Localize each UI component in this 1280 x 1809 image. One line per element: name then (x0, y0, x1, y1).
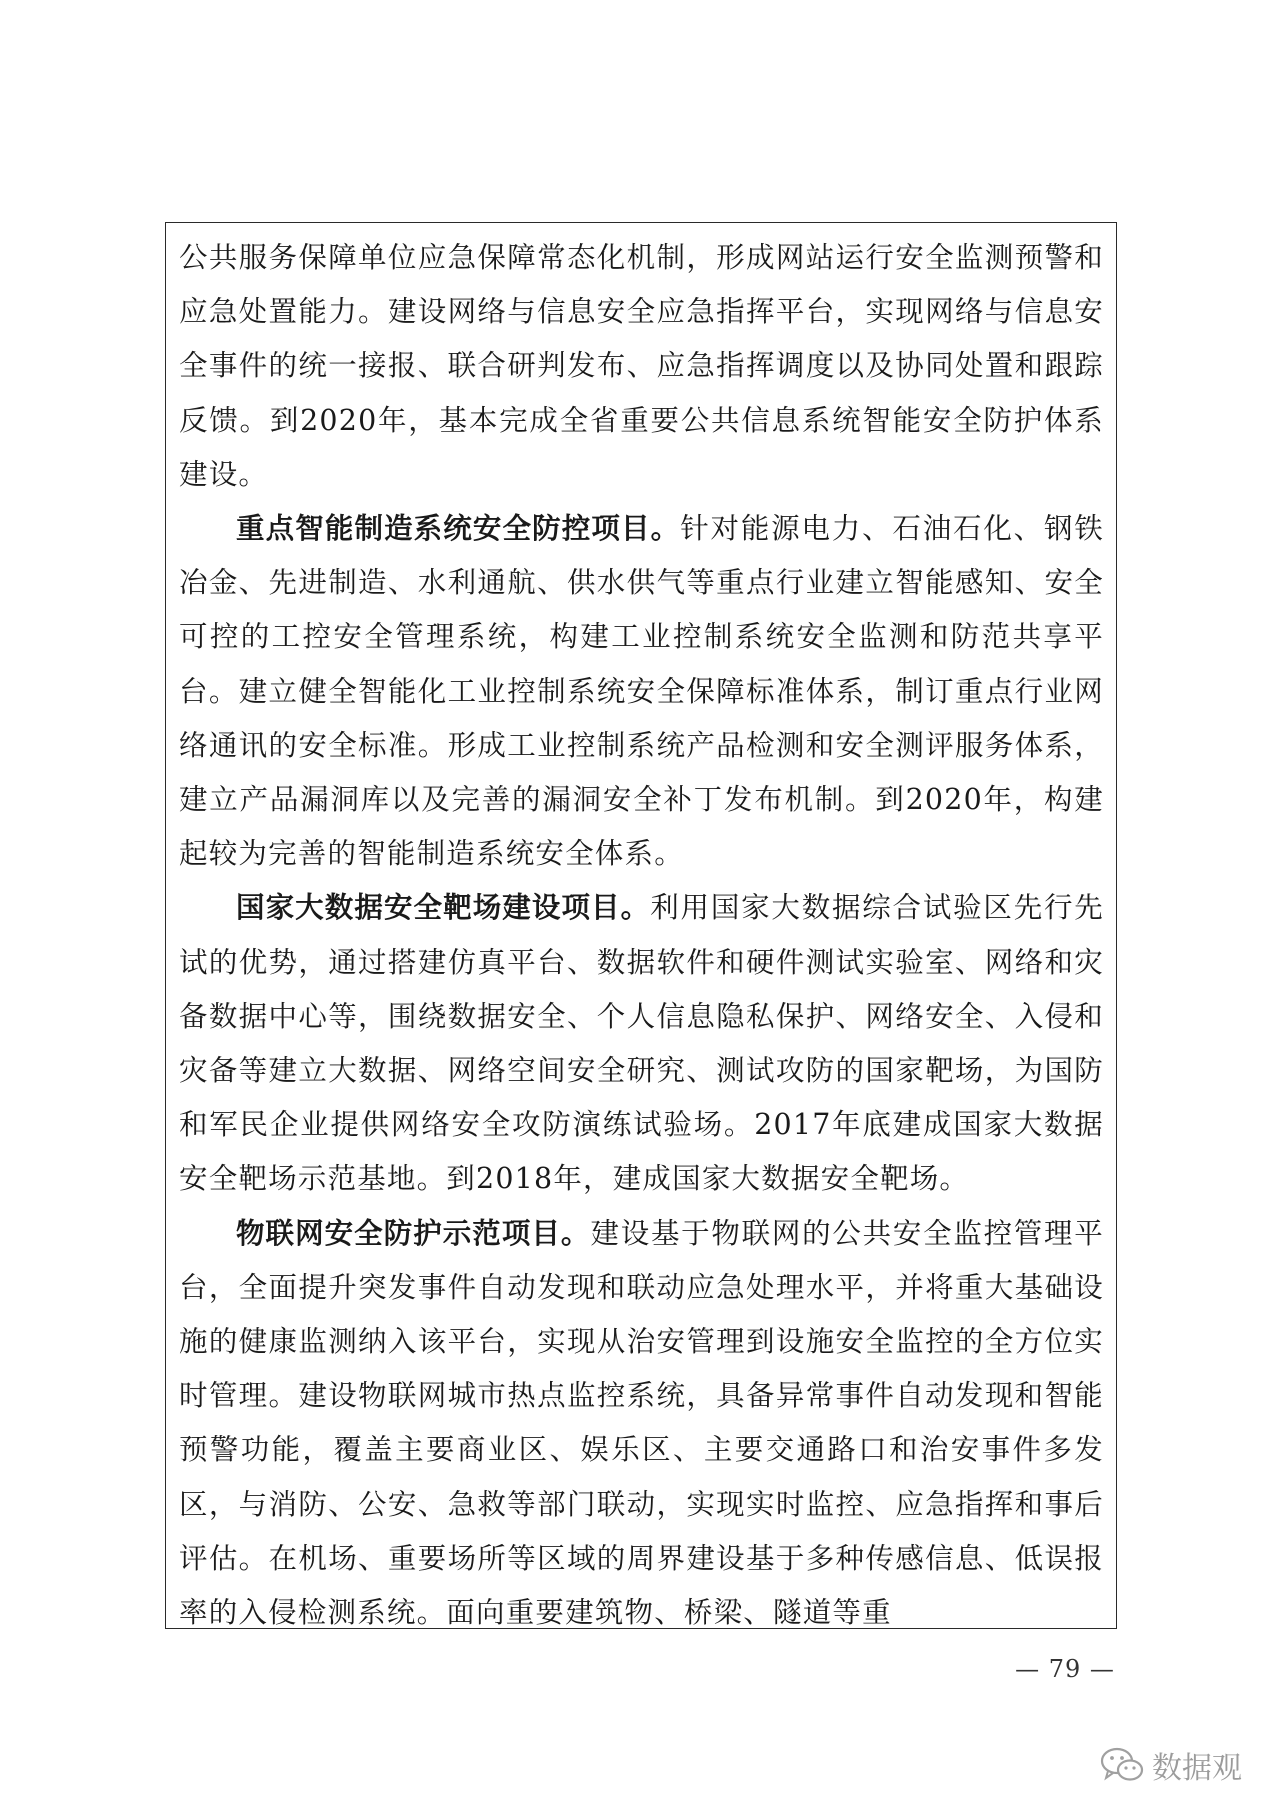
paragraph-2-text: 针对能源电力、石油石化、钢铁冶金、先进制造、水利通航、供水供气等重点行业建立智能感知、安全可控的工控安全管理系统，构建工业控制系统安全监测和防范共享平台。建立健全智能化工业控制系统安全保障标准体系，制订重点行业网络通讯的安全标准。形成工业控制系统产品检测和安全测评服务体系，建立产品漏洞库以及完善的漏洞安全补丁发布机制。到2020年，构建起较为完善的智能制造系统安全体系。 (179, 512, 1104, 871)
paragraph-3 (179, 881, 1104, 1206)
page-number: — 79 — (1015, 1655, 1115, 1683)
wechat-icon (1100, 1747, 1144, 1783)
paragraph-1 (179, 231, 1104, 502)
paragraph-3-heading: 国家大数据安全靶场建设项目。 (236, 891, 651, 925)
watermark (1100, 1743, 1242, 1787)
paragraph-2-heading: 重点智能制造系统安全防控项目。 (236, 512, 681, 546)
paragraph-4 (179, 1207, 1104, 1641)
paragraph-2 (179, 502, 1104, 881)
watermark-text: 数据观 (1152, 1751, 1242, 1786)
text-frame (165, 222, 1117, 1629)
paragraph-4-text: 建设基于物联网的公共安全监控管理平台，全面提升突发事件自动发现和联动应急处理水平，并将重大基础设施的健康监测纳入该平台，实现从治安管理到设施安全监控的全方位实时管理。建设物联网城市热点监控系统，具备异常事件自动发现和智能预警功能，覆盖主要商业区、娱乐区、主要交通路口和治安事件多发区，与消防、公安、急救等部门联动，实现实时监控、应急指挥和事后评估。在机场、重要场所等区域的周界建设基于多种传感信息、低误报率的入侵检测系统。面向重要建筑物、桥梁、隧道等重 (179, 1216, 1104, 1630)
paragraph-3-text: 利用国家大数据综合试验区先行先试的优势，通过搭建仿真平台、数据软件和硬件测试实验室、网络和灾备数据中心等，围绕数据安全、个人信息隐私保护、网络安全、入侵和灾备等建立大数据、网络空间安全研究、测试攻防的国家靶场，为国防和军民企业提供网络安全攻防演练试验场。2017年底建成国家大数据安全靶场示范基地。到2018年，建成国家大数据安全靶场。 (179, 891, 1104, 1196)
paragraph-4-heading: 物联网安全防护示范项目。 (236, 1216, 591, 1250)
paragraph-1-text: 公共服务保障单位应急保障常态化机制，形成网站运行安全监测预警和应急处置能力。建设网络与信息安全应急指挥平台，实现网络与信息安全事件的统一接报、联合研判发布、应急指挥调度以及协同处置和跟踪反馈。到2020年，基本完成全省重要公共信息系统智能安全防护体系建设。 (179, 241, 1104, 491)
